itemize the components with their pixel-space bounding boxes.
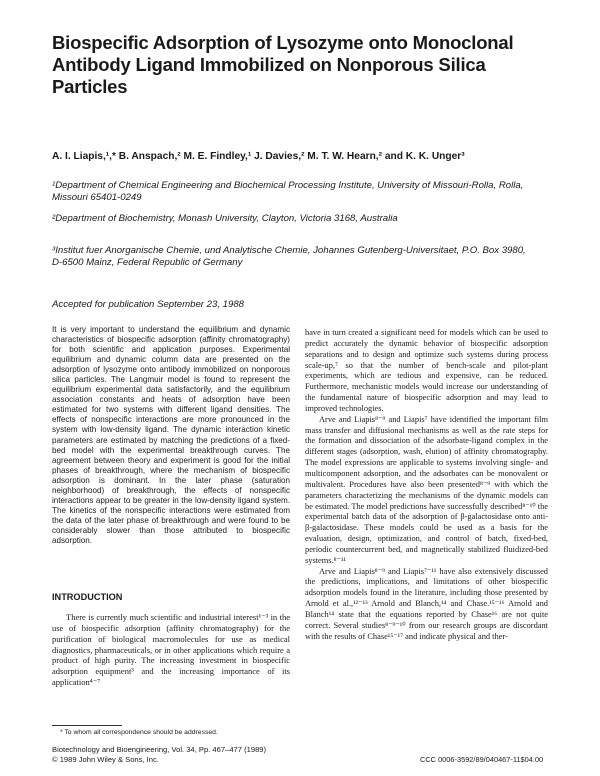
affiliation-3: ³Institut fuer Anorganische Chemie, und Analytische Chemie, Johannes Gutenberg-Universitaet, P.O. Box 3980, D-6500 Mainz, Federal Republic of Germany <box>52 245 526 268</box>
affiliation-1: ¹Department of Chemical Engineering and Biochemical Processing Institute, University of Missouri-Rolla, Rolla, Missouri 65401-0249 <box>52 180 524 203</box>
journal-info <box>52 745 332 765</box>
right-column <box>305 328 548 642</box>
footnote: * To whom all correspondence should be addressed. <box>60 729 218 736</box>
journal-citation: Biotechnology and Bioengineering, Vol. 34, Pp. 467–477 (1989) <box>52 745 267 754</box>
paper-title: Biospecific Adsorption of Lysozyme onto Monoclonal Antibody Ligand Immobilized on Nonporous Silica Particles <box>52 32 514 97</box>
author-list: A. I. Liapis,¹,* B. Anspach,² M. E. Findley,¹ J. Davies,² M. T. W. Hearn,² and K. K. Unger³ <box>52 151 465 162</box>
intro-text <box>52 612 290 688</box>
accepted-date: Accepted for publication September 23, 1988 <box>52 299 245 310</box>
right-paragraph-3: Arve and Liapis⁸⁻⁹ and Liapis⁷⁻¹¹ have also extensively discussed the predictions, implications, and limitations of other biospecific adsorption models found in the literature, including those presented by Arnold et al.,¹²⁻¹³ Arnold and Blanch,¹⁴ and Chase.¹⁵⁻¹⁶ Arnold and Blanch¹⁴ state that the equations reported by Chase¹⁶ are not quite correct. Several studies⁸⁻⁹⁻¹⁰ from our research groups are discordant with the results of Chase¹⁵⁻¹⁷ and indicate physical and ther- <box>305 566 548 641</box>
affiliation-2: ²Department of Biochemistry, Monash University, Clayton, Victoria 3168, Australia <box>52 213 398 224</box>
right-paragraph-1: have in turn created a significant need for models which can be used to predict accurately the dynamic behavior of biospecific adsorption separations and to design and optimize such systems during process scale-up,⁷ so that the number of bench-scale and pilot-plant experiments, which are tedious and expensive, can be reduced. Furthermore, mechanistic models would increase our understanding of the fundamental nature of biospecific adsorption and may lead to improved technologies. <box>305 328 548 413</box>
footnote-divider <box>52 725 122 726</box>
ccc-code: CCC 0006-3592/89/040467-11$04.00 <box>420 755 544 764</box>
abstract: It is very important to understand the equilibrium and dynamic characteristics of biospecific adsorption (affinity chromatography) for both scientific and application purposes. Experimental equilibrium and dynamic column data are presented on the adsorption of lysozyme onto antibody immobilized on nonporous silica particles. The Langmuir model is found to represent the equilibrium experimental data satisfactorily, and the equilibrium association constants and heats of adsorption have been estimated for two systems with different ligand densities. The effects of nonspecific interactions are more pronounced in the system with low-density ligand. The dynamic interaction kinetic parameters are estimated by matching the predictions of a fixed-bed model with the experimental breakthrough curves. The agreement between theory and experiment is good for the initial phases of breakthrough, where the mechanism of biospecific adsorption is dominant. In the later phase (saturation neighborhood) of breakthrough, the effects of nonspecific interactions appear to be greater in the low-density ligand system. The kinetics of the nonspecific interactions were estimated from the data of the later phase of breakthrough and were found to be considerably slower than those attributed to biospecific adsorption. <box>52 325 290 545</box>
copyright: © 1989 John Wiley & Sons, Inc. <box>52 755 159 764</box>
intro-paragraph: There is currently much scientific and industrial interest¹⁻³ in the use of biospecific adsorption (affinity chromatography) for the purification of biological macromolecules for use as medical diagnostics, pharmaceuticals, or in other applications which require a product of high purity. The increasing investment in biospecific adsorption equipment³ and the increasing importance of its application⁴⁻⁷ <box>52 612 290 688</box>
right-paragraph-2: Arve and Liapis⁸⁻⁹ and Liapis⁷ have identified the important film mass transfer and diffusional mechanisms as well as the rate steps for the formation and dissociation of the adsorbate-ligand complex in the different stages (adsorption, wash, elution) of affinity chromatography. The model expressions are applicable to systems involving single- and multicomponent adsorption, and the adsorbates can be monovalent or multivalent. Procedures have also been presented⁸⁻⁹ with which the parameters characterizing the mechanisms of the dynamic models can be estimated. The model predictions have successfully described⁸⁻¹⁰ the experimental batch data of the adsorption of β-galactosidase onto anti-β-galactosidase. These models could be used as a basis for the evaluation, design, optimization, and control of batch, fixed-bed, periodic countercurrent bed, and magnetically stabilized fluidized-bed systems.⁸⁻¹¹ <box>305 414 548 565</box>
intro-heading: INTRODUCTION <box>52 592 123 602</box>
